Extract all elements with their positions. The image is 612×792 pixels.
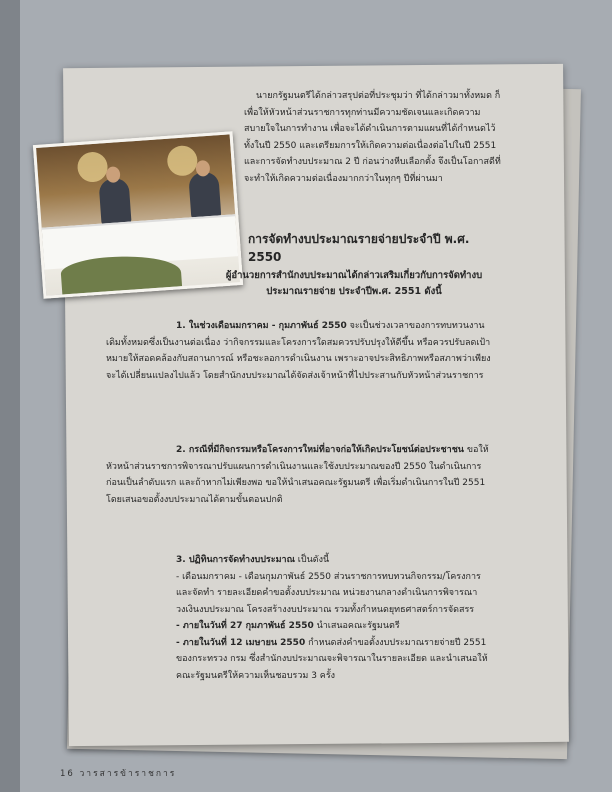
paragraph-2-heading: 2. กรณีที่มีกิจกรรมหรือโครงการใหม่ที่อาจก่อให้เกิดประโยชน์ต่อประชาชน: [176, 445, 464, 455]
calendar-item-2-body: นำเสนอคณะรัฐมนตรี: [313, 621, 400, 631]
calendar-item-1: - เดือนมกราคม - เดือนกุมภาพันธ์ 2550 ส่วนราชการทบทวนกิจกรรม/โครงการ และจัดทำ รายละเอียดคำขอตั้งงบประมาณ หน่วยงานกลางดำเนินการพิจารณาวงเงินงบประมาณ โครงสร้างงบประมาณ รวมทั้งกำหนดยุทธศาสตร์การจัดสรร: [176, 571, 481, 615]
paragraph-2-body: ขอให้หัวหน้าส่วนราชการพิจารณาปรับแผนการดำเนินงานและใช้งบประมาณของปี 2550 ในดำเนินการก่อนเป็นลำดับแรก และถ้าหากไม่เพียงพอ ขอให้นำเสนอคณะรัฐมนตรี เพื่อเริ่มดำเนินการในปี 2551 โดยเสนอขอตั้งงบประมาณได้ตามขั้นตอนปกติ: [106, 445, 489, 505]
meeting-photo: [33, 131, 243, 299]
paragraph-1-body: จะเป็นช่วงเวลาของการทบทวนงานเดิมทั้งหมดซึ่งเป็นงานต่อเนื่อง ว่ากิจกรรมและโครงการใดสมควรปรับปรุงให้ดีขึ้น หรือควรปรับลดเป้าหมายให้สอดคล้องกับสถานการณ์ หรือชะลอการดำเนินงาน เพราะอาจประสิทธิภาพหรือสภาพว่าเพียงจะได้เปลี่ยนแปลงไปแล้ว โดยสำนักงบประมาณได้จัดส่งเจ้าหน้าที่ไปประสานกับหัวหน้าส่วนราชการ: [106, 321, 491, 381]
section-title: การจัดทำงบประมาณรายจ่ายประจำปี พ.ศ. 2550: [248, 232, 470, 264]
calendar-item-2: [106, 618, 496, 635]
lamp-icon: [166, 145, 198, 177]
intro-paragraph: นายกรัฐมนตรีได้กล่าวสรุปต่อที่ประชุมว่า ที่ได้กล่าวมาทั้งหมด ก็เพื่อให้หัวหน้าส่วนราชการทุกท่านมีความชัดเจนและเกิดความสบายใจในการทำงาน เพื่อจะได้ดำเนินการตามแผนที่ได้กำหนดไว้ทั้งในปี 2550 และเตรียมการให้เกิดความต่อเนื่องต่อไปในปี 2551 และการจัดทำงบประมาณ 2 ปี ก่อนว่างหีบเลือกตั้ง จึงเป็นโอกาสดีที่จะทำให้เกิดความต่อเนื่องมากกว่าในทุกๆ ปีที่ผ่านมา: [244, 91, 501, 184]
page-footer: 16 วารสารข้าราชการ: [60, 769, 177, 779]
paragraph-1-heading: 1. ในช่วงเดือนมกราคม - กุมภาพันธ์ 2550: [176, 321, 347, 331]
lead-paragraph: ผู้อำนวยการสำนักงบประมาณได้กล่าวเสริมเกี่ยวกับการจัดทำงบประมาณรายจ่าย ประจำปีพ.ศ. 2551 ดังนี้: [225, 270, 483, 297]
lamp-icon: [77, 151, 109, 183]
calendar-item-2-date: - ภายในวันที่ 27 กุมภาพันธ์ 2550: [176, 621, 314, 631]
paragraph-3-heading-rest: เป็นดังนี้: [294, 555, 330, 565]
paragraph-3: [106, 552, 496, 684]
person-figure: [188, 171, 221, 219]
paragraph-1: [106, 318, 496, 384]
paragraph-3-heading: 3. ปฏิทินการจัดทำงบประมาณ: [176, 555, 295, 565]
paragraph-2: [106, 442, 496, 508]
calendar-item-3: [106, 635, 496, 685]
person-figure: [98, 178, 131, 226]
calendar-item-3-date: - ภายในวันที่ 12 เมษายน 2550: [176, 637, 306, 648]
calendar-item-3-body: กำหนดส่งคำขอตั้งงบประมาณรายจ่ายปี 2551 ของกระทรวง กรม ซึ่งสำนักงบประมาณจะพิจารณาในรายละเอียด และนำเสนอให้คณะรัฐมนตรีให้ความเห็นชอบรวม 3 ครั้ง: [176, 637, 488, 681]
left-color-band: [0, 0, 20, 792]
